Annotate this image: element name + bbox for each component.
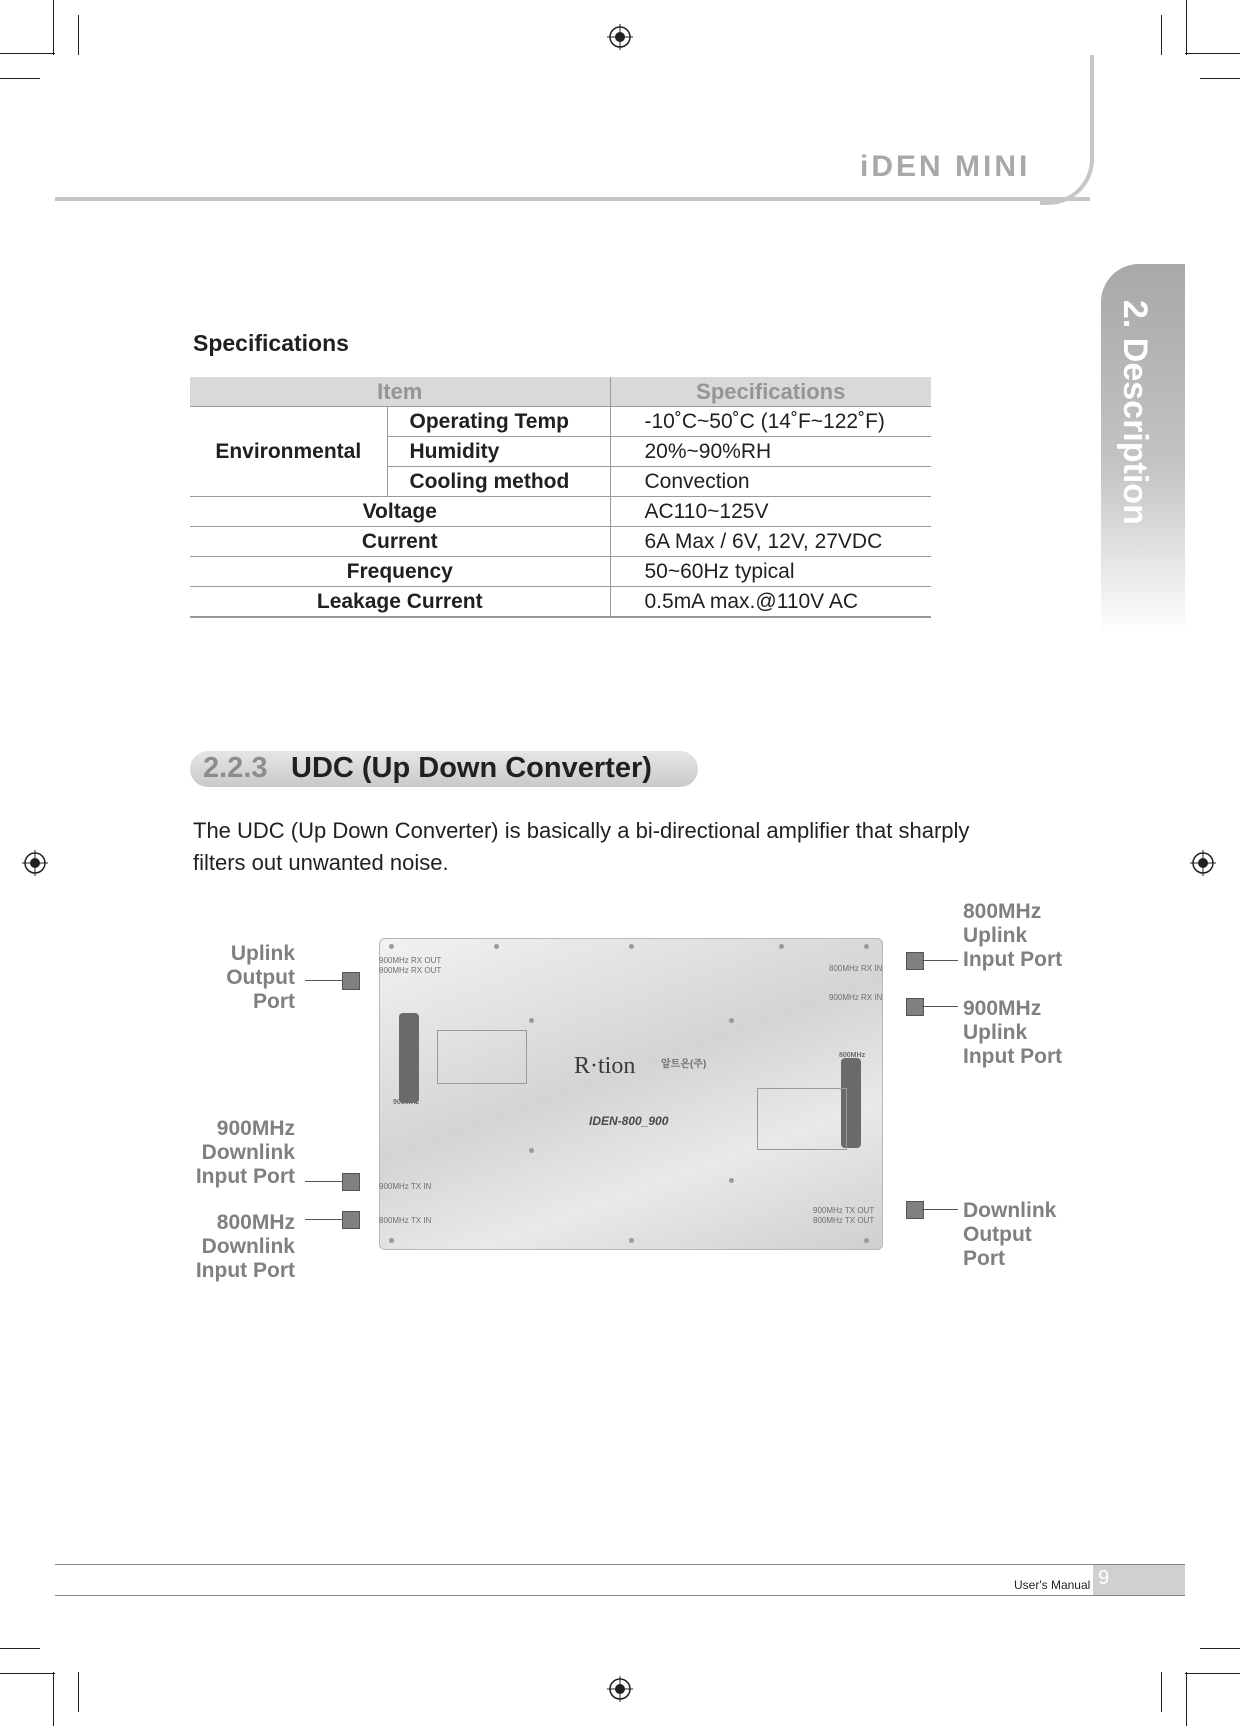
section-heading: Specifications <box>193 330 349 356</box>
column-header: Specifications <box>610 377 931 407</box>
port-connector-icon <box>906 1201 924 1219</box>
port-connector-icon <box>342 972 360 990</box>
callout-800mhz-uplink-input-port: 800MHz Uplink Input Port <box>963 900 1063 971</box>
label-sticker <box>757 1088 847 1150</box>
crop-mark <box>1185 1673 1240 1674</box>
callout-line <box>922 960 958 961</box>
callout-line <box>305 1181 343 1182</box>
item-cell: Current <box>190 527 610 557</box>
item-cell: Operating Temp <box>387 407 610 437</box>
section-description: The UDC (Up Down Converter) is basically a bi-directional amplifier that sharply filters out unwanted noise. <box>193 818 970 875</box>
registration-mark-icon <box>607 1676 633 1702</box>
header-rule <box>55 197 1090 201</box>
value-cell: Convection <box>610 467 931 497</box>
connector-block <box>399 1013 419 1103</box>
label-sticker <box>437 1030 527 1084</box>
callout-900mhz-downlink-input-port: 900MHz Downlink Input Port <box>195 1117 295 1188</box>
port-connector-icon <box>342 1211 360 1229</box>
value-cell: 0.5mA max.@110V AC <box>610 587 931 618</box>
table-row <box>190 497 931 527</box>
section-title: UDC (Up Down Converter) <box>291 752 652 784</box>
crop-mark <box>1200 1648 1240 1649</box>
crop-mark <box>0 1673 55 1674</box>
port-connector-icon <box>906 998 924 1016</box>
column-header: Item <box>190 377 610 407</box>
callout-line <box>305 980 343 981</box>
registration-mark-icon <box>607 24 633 50</box>
item-cell: Frequency <box>190 557 610 587</box>
value-cell: AC110~125V <box>610 497 931 527</box>
callout-uplink-output-port: Uplink Output Port <box>226 942 295 1013</box>
section-number: 2.2.3 <box>203 752 268 784</box>
callout-line <box>922 1006 958 1007</box>
callout-downlink-output-port: Downlink Output Port <box>963 1199 1057 1270</box>
item-cell: Voltage <box>190 497 610 527</box>
chapter-tab-label: 2. Description <box>1116 300 1154 525</box>
footer-manual-label: User's Manual <box>1014 1578 1091 1592</box>
value-cell: 6A Max / 6V, 12V, 27VDC <box>610 527 931 557</box>
udc-device-image: 900MHz RX OUT 800MHz RX OUT 800MHz RX IN 900MHz RX IN 900MHz TX IN 800MHz TX IN 900MHz TX OUT 800MHz TX OUT 900MHz 800MHz R·tion 알트온(주) IDEN-800_900 <box>379 938 883 1250</box>
crop-mark <box>1200 78 1240 79</box>
device-model: IDEN-800_900 <box>589 1114 669 1128</box>
callout-line <box>922 1209 958 1210</box>
callout-line <box>305 1219 343 1220</box>
value-cell: 50~60Hz typical <box>610 557 931 587</box>
table-row <box>190 527 931 557</box>
table-row <box>190 407 931 437</box>
crop-mark <box>0 53 55 54</box>
device-logo-korean: 알트온(주) <box>661 1059 707 1070</box>
group-label: Environmental <box>190 407 387 497</box>
specifications-table <box>190 377 931 618</box>
crop-mark <box>53 1672 54 1726</box>
crop-mark <box>1186 0 1187 55</box>
crop-mark <box>78 15 79 55</box>
item-cell: Leakage Current <box>190 587 610 618</box>
callout-900mhz-uplink-input-port: 900MHz Uplink Input Port <box>963 997 1063 1068</box>
crop-mark <box>1161 15 1162 55</box>
crop-mark <box>1185 53 1240 54</box>
callout-800mhz-downlink-input-port: 800MHz Downlink Input Port <box>195 1211 295 1282</box>
page-number: 9 <box>1098 1567 1110 1589</box>
crop-mark <box>1161 1672 1162 1712</box>
crop-mark <box>78 1672 79 1712</box>
port-connector-icon <box>906 952 924 970</box>
value-cell: -10˚C~50˚C (14˚F~122˚F) <box>610 407 931 437</box>
crop-mark <box>53 0 54 55</box>
footer-rule <box>55 1595 1185 1596</box>
table-row <box>190 587 931 618</box>
crop-mark <box>0 1648 40 1649</box>
brand-title: iDEN MINI <box>860 150 1031 183</box>
port-connector-icon <box>342 1173 360 1191</box>
registration-mark-icon <box>22 850 48 876</box>
value-cell: 20%~90%RH <box>610 437 931 467</box>
crop-mark <box>0 78 40 79</box>
footer-rule <box>55 1564 1185 1565</box>
item-cell: Humidity <box>387 437 610 467</box>
device-logo: R·tion <box>574 1053 636 1079</box>
registration-mark-icon <box>1190 850 1216 876</box>
item-cell: Cooling method <box>387 467 610 497</box>
table-row <box>190 557 931 587</box>
header-rule <box>1040 55 1094 205</box>
crop-mark <box>1186 1672 1187 1726</box>
